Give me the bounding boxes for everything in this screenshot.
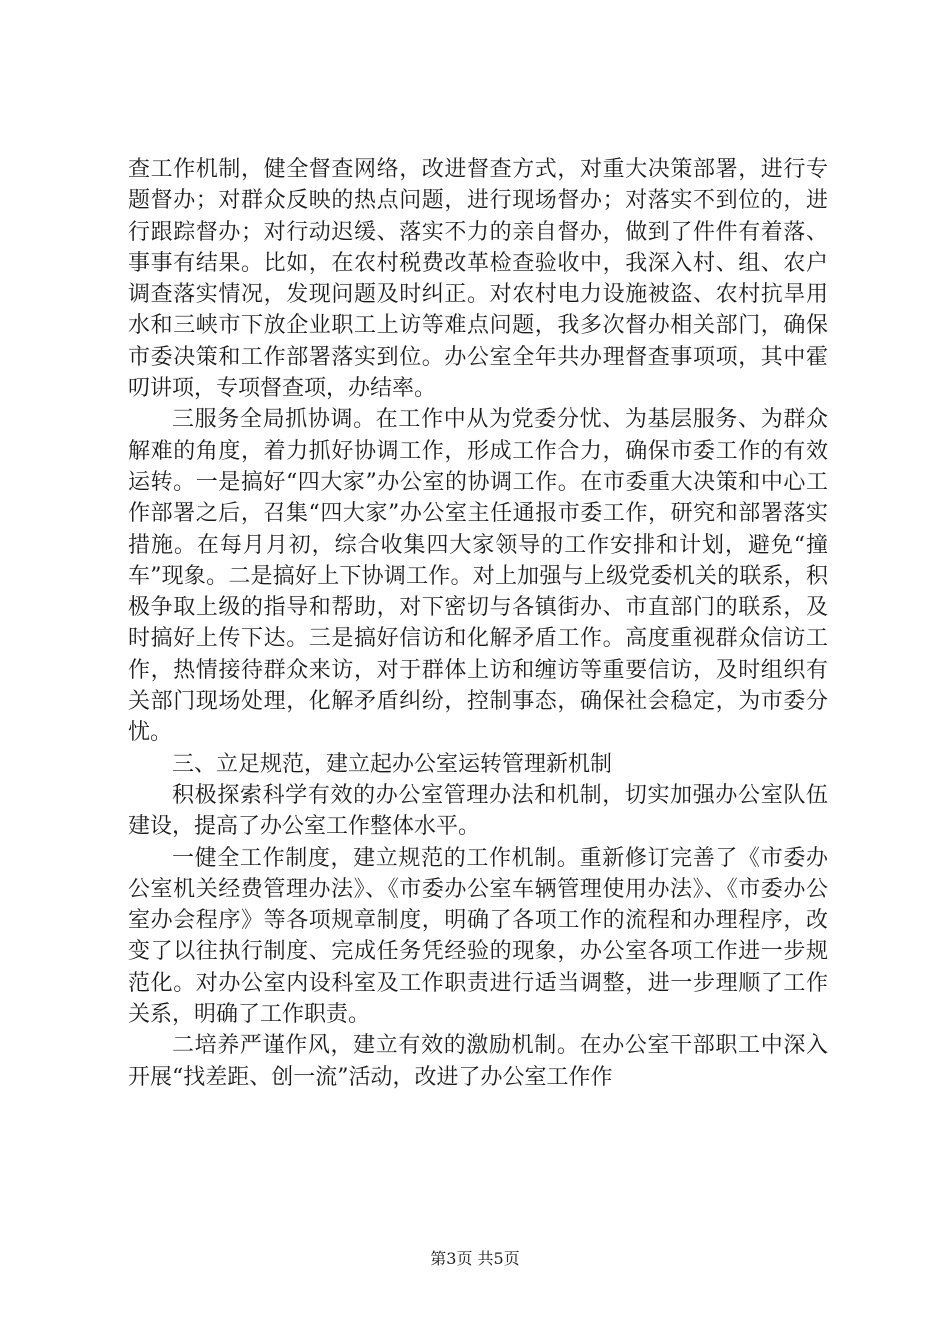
paragraph-continuation: 查工作机制，健全督查网络，改进督查方式，对重大决策部署，进行专题督办；对群众反映的热点问题，进行现场督办；对落实不到位的，进行跟踪督办；对行动迟缓、落实不力的亲自督办，做到了件件有着落、事事有结果。比如，在农村税费改革检查验收中，我深入村、组、农户调查落实情况，发现问题及时纠正。对农村电力设施被盗、农村抗旱用水和三峡市下放企业职工上访等难点问题，我多次督办相关部门，确保市委决策和工作部署落实到位。办公室全年共办理督查事项项，其中霍叨讲项，专项督查项，办结率。 xyxy=(128,157,828,402)
paragraph-coordination: 三服务全局抓协调。在工作中从为党委分忧、为基层服务、为群众解难的角度，着力抓好协调工作，形成工作合力，确保市委工作的有效运转。一是搞好“四大家”办公室的协调工作。在市委重大决策和中心工作部署之后，召集“四大家”办公室主任通报市委工作，研究和部署落实措施。在每月月初，综合收集四大家领导的工作安排和计划，避免“撞车”现象。二是搞好上下协调工作。对上加强与上级党委机关的联系，积极争取上级的指导和帮助，对下密切与各镇街办、市直部门的联系，及时搞好上传下达。三是搞好信访和化解矛盾工作。高度重视群众信访工作，热情接待群众来访，对于群体上访和缠访等重要信访，及时组织有关部门现场处理，化解矛盾纠纷，控制事态，确保社会稳定，为市委分忧。 xyxy=(128,407,828,746)
section-heading: 三、立足规范，建立起办公室运转管理新机制 xyxy=(172,751,613,777)
paragraph-work-style: 二培养严谨作风，建立有效的激励机制。在办公室干部职工中深入开展“找差距、创一流”活动，改进了办公室工作作 xyxy=(128,1033,828,1090)
paragraph-management-intro: 积极探索科学有效的办公室管理办法和机制，切实加强办公室队伍建设，提高了办公室工作整体水平。 xyxy=(128,782,828,840)
page-number-footer: 第3页 共5页 xyxy=(430,1249,520,1268)
paragraph-work-system: 一健全工作制度，建立规范的工作机制。重新修订完善了《市委办公室机关经费管理办法》、《市委办公室车辆管理使用办法》、《市委办公室办会程序》等各项规章制度，明确了各项工作的流程和办理程序，改变了以往执行制度、完成任务凭经验的现象，办公室各项工作进一步规范化。对办公室内设科室及工作职责进行适当调整，进一步理顺了工作关系，明确了工作职责。 xyxy=(128,845,828,1028)
document-body xyxy=(128,154,828,1093)
